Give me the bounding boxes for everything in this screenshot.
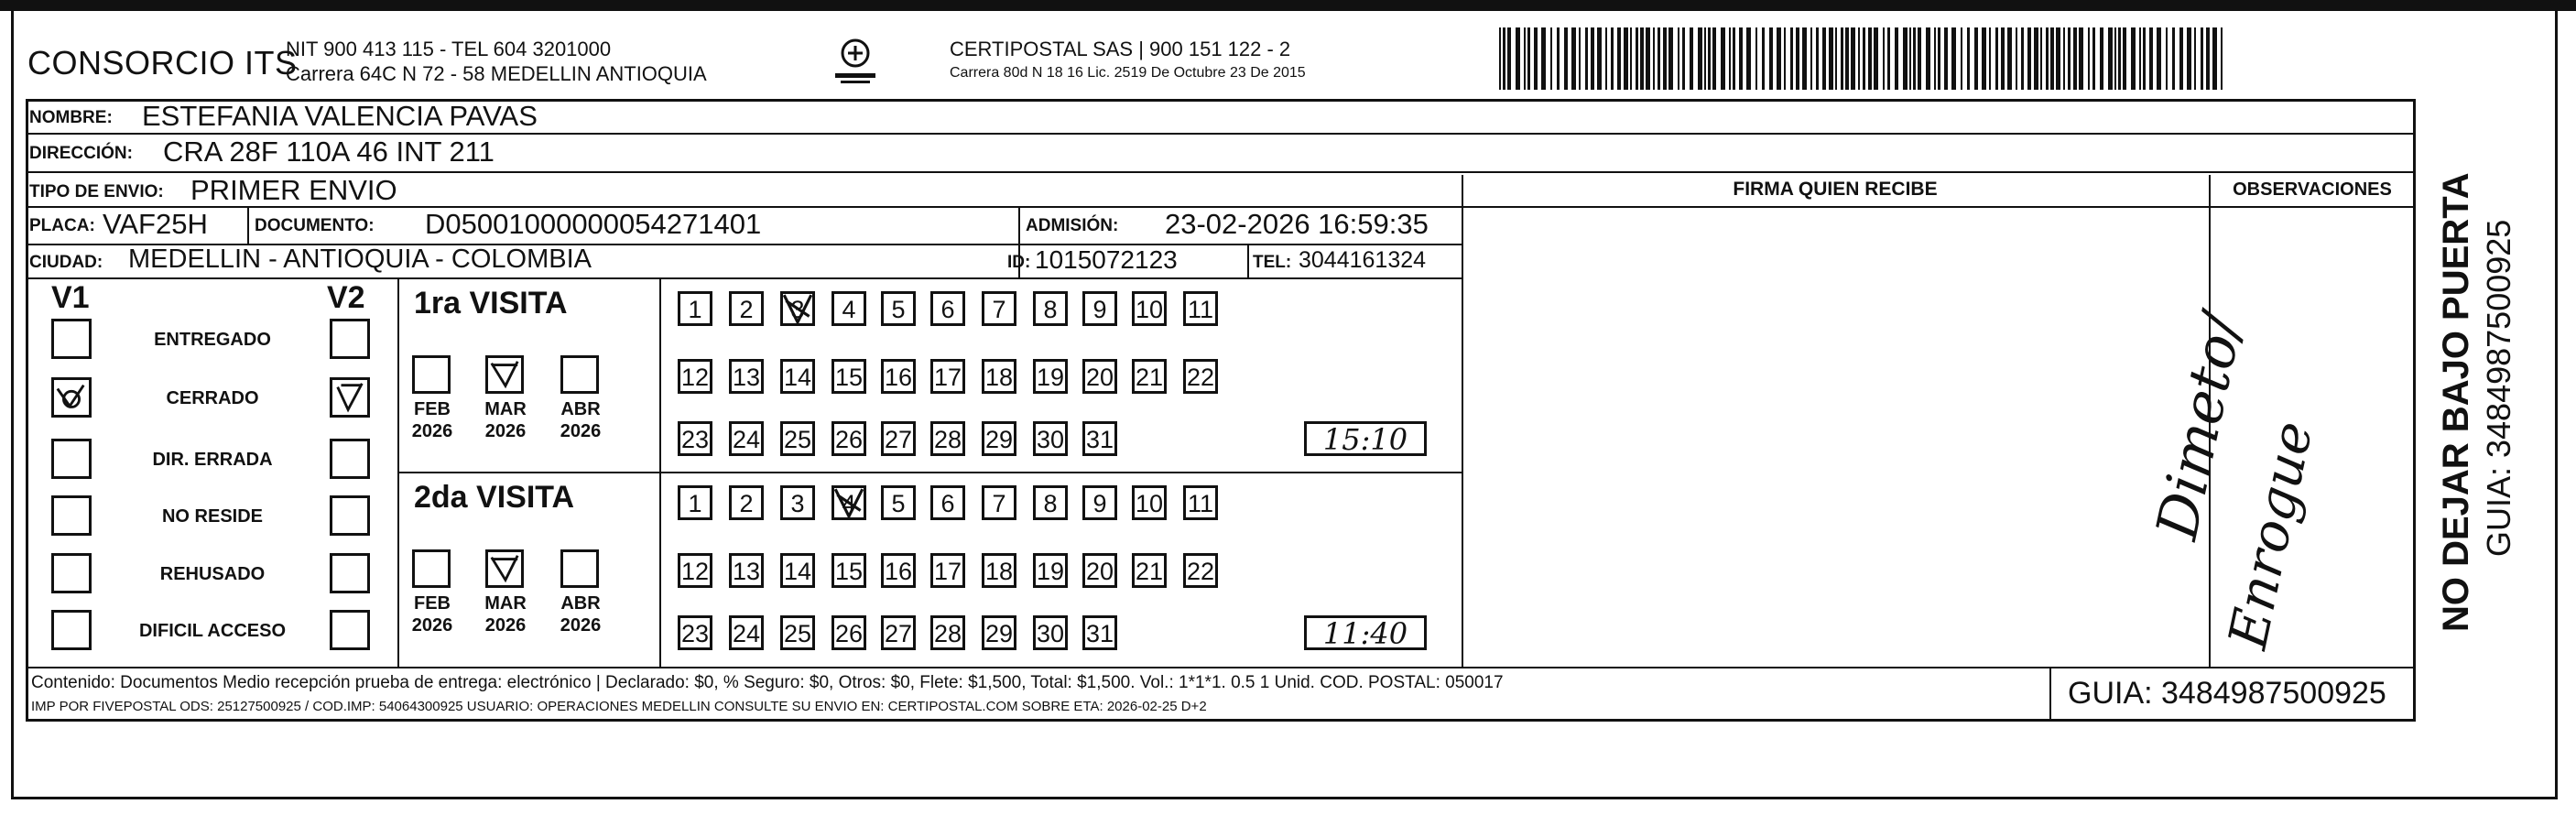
tipo-label: TIPO DE ENVIO: [29, 182, 164, 201]
day-box[interactable]: 9 [1082, 485, 1117, 520]
day-box[interactable]: 17 [930, 553, 965, 588]
barcode [1499, 27, 2232, 90]
right-edge-line [2555, 11, 2558, 799]
day-box[interactable]: 29 [982, 421, 1016, 456]
v2-checkbox[interactable] [330, 553, 370, 593]
day-box[interactable]: 19 [1033, 553, 1068, 588]
status-label: NO RESIDE [161, 506, 264, 527]
side-do-not-leave: NO DEJAR BAJO PUERTA [2436, 172, 2476, 632]
day-box[interactable]: 15 [831, 553, 866, 588]
day-box[interactable]: 7 [982, 485, 1016, 520]
line-v-firma [1462, 175, 1463, 667]
day-box[interactable]: 31 [1082, 421, 1117, 456]
company-line-1: NIT 900 413 115 - TEL 604 3201000 [286, 38, 612, 60]
documento-value: D05001000000054271401 [425, 208, 762, 240]
month-checkbox[interactable] [485, 549, 524, 588]
day-box[interactable]: 6 [930, 485, 965, 520]
visit-time[interactable]: 15:10 [1304, 421, 1427, 456]
tel-label: TEL: [1253, 253, 1292, 272]
day-box[interactable]: 8 [1033, 291, 1068, 326]
day-box[interactable]: 10 [1132, 291, 1167, 326]
day-box[interactable]: 14 [780, 553, 815, 588]
day-box[interactable]: 1 [678, 485, 712, 520]
line-v-tel [1247, 244, 1249, 277]
nombre-value: ESTEFANIA VALENCIA PAVAS [142, 100, 538, 132]
visit-2-title: 2da VISITA [414, 480, 575, 515]
line-v-months [659, 277, 661, 667]
v1-checkbox[interactable] [51, 377, 92, 418]
line-v-status [397, 277, 399, 667]
line-h-515 [397, 472, 1462, 473]
day-box[interactable]: 27 [881, 615, 916, 650]
side-guia: GUIA: 3484987500925 [2480, 219, 2517, 557]
v1-checkbox[interactable] [51, 553, 92, 593]
day-check-mark [831, 485, 866, 520]
month-checkbox[interactable] [412, 355, 451, 394]
day-box[interactable]: 14 [780, 359, 815, 394]
v2-checkbox[interactable] [330, 495, 370, 536]
day-box[interactable]: 4 [831, 291, 866, 326]
tel-value: 3044161324 [1299, 247, 1427, 273]
company-name: CONSORCIO ITS [27, 44, 298, 82]
day-box[interactable]: 5 [881, 291, 916, 326]
documento-label: DOCUMENTO: [255, 216, 375, 235]
day-box[interactable]: 31 [1082, 615, 1117, 650]
v1-checkbox[interactable] [51, 495, 92, 536]
direccion-label: DIRECCIÓN: [29, 144, 133, 163]
line-h-303 [26, 277, 1462, 279]
courier-line-2: Carrera 80d N 18 16 Lic. 2519 De Octubre 23 De 2015 [950, 65, 1306, 81]
day-check-mark [780, 291, 815, 326]
day-box[interactable]: 10 [1132, 485, 1167, 520]
day-box[interactable]: 26 [831, 615, 866, 650]
status-label: DIFICIL ACCESO [138, 621, 286, 641]
day-box[interactable]: 27 [881, 421, 916, 456]
day-box[interactable]: 1 [678, 291, 712, 326]
v1-checkbox[interactable] [51, 319, 92, 359]
day-box[interactable]: 30 [1033, 421, 1068, 456]
day-box[interactable]: 29 [982, 615, 1016, 650]
visit-time[interactable]: 11:40 [1304, 615, 1427, 650]
v1-checkbox[interactable] [51, 610, 92, 650]
day-box[interactable]: 6 [930, 291, 965, 326]
firma-header: FIRMA QUIEN RECIBE [1733, 179, 1938, 200]
month-checkbox[interactable] [485, 355, 524, 394]
admision-label: ADMISIÓN: [1026, 216, 1119, 235]
day-box[interactable]: 28 [930, 615, 965, 650]
day-box[interactable]: 25 [780, 615, 815, 650]
line-h-728 [26, 667, 2416, 668]
day-box[interactable]: 18 [982, 359, 1016, 394]
nombre-row [26, 99, 2413, 133]
nombre-label: NOMBRE: [29, 108, 113, 127]
day-box[interactable]: 11 [1183, 485, 1218, 520]
day-box[interactable]: 25 [780, 421, 815, 456]
day-box[interactable]: 21 [1132, 359, 1167, 394]
day-box[interactable]: 13 [729, 359, 764, 394]
observaciones-note-1: Dimeto/ [2143, 309, 2255, 546]
day-box[interactable]: 22 [1183, 553, 1218, 588]
v1-label: V1 [51, 280, 90, 315]
day-box[interactable]: 18 [982, 553, 1016, 588]
day-box[interactable]: 2 [729, 485, 764, 520]
day-box[interactable]: 23 [678, 615, 712, 650]
footer-guia: GUIA: 3484987500925 [2068, 676, 2386, 711]
day-box[interactable]: 16 [881, 359, 916, 394]
courier-line-1: CERTIPOSTAL SAS | 900 151 122 - 2 [950, 38, 1291, 60]
month-year-label: 2026 [560, 421, 602, 441]
day-box[interactable]: 13 [729, 553, 764, 588]
status-label: DIR. ERRADA [152, 450, 273, 470]
month-checkbox[interactable] [560, 549, 599, 588]
day-box[interactable]: 17 [930, 359, 965, 394]
company-line-2: Carrera 64C N 72 - 58 MEDELLIN ANTIOQUIA [286, 62, 707, 85]
month-year-label: 2026 [484, 615, 527, 636]
v2-checkbox[interactable] [330, 439, 370, 479]
day-box[interactable]: 21 [1132, 553, 1167, 588]
day-box[interactable]: 30 [1033, 615, 1068, 650]
observaciones-header: OBSERVACIONES [2233, 179, 2392, 200]
footer-line-1: Contenido: Documentos Medio recepción prueba de entrega: electrónico | Declarado: $0, % Seguro: $0, Otros: $0, Flete: $1,500, Total: $1,500. Vol.: 1*1*1. 0.5 1 Unid. COD. POSTAL: 050017 [31, 673, 1504, 692]
v2-checkbox[interactable] [330, 610, 370, 650]
line-v-placa [247, 206, 249, 244]
v2-checkbox[interactable] [330, 377, 370, 418]
day-box[interactable]: 12 [678, 359, 712, 394]
day-box[interactable]: 8 [1033, 485, 1068, 520]
id-label: ID: [1007, 253, 1031, 272]
month-year-label: 2026 [484, 421, 527, 441]
day-box[interactable]: 2 [729, 291, 764, 326]
month-year-label: 2026 [411, 421, 453, 441]
day-box[interactable]: 11 [1183, 291, 1218, 326]
day-box[interactable]: 20 [1082, 359, 1117, 394]
day-box[interactable]: 5 [881, 485, 916, 520]
status-label: CERRADO [166, 388, 259, 408]
status-label: ENTREGADO [154, 330, 271, 350]
day-box[interactable]: 9 [1082, 291, 1117, 326]
v1-checkbox[interactable] [51, 439, 92, 479]
line-v-guia [2049, 667, 2051, 722]
day-box[interactable]: 7 [982, 291, 1016, 326]
day-box[interactable]: 24 [729, 421, 764, 456]
month-label: ABR [560, 593, 601, 614]
left-edge-line [11, 11, 14, 799]
month-checkbox[interactable] [412, 549, 451, 588]
day-box[interactable]: 15 [831, 359, 866, 394]
status-label: REHUSADO [159, 564, 266, 584]
ciudad-value: MEDELLIN - ANTIOQUIA - COLOMBIA [128, 244, 592, 274]
month-year-label: 2026 [560, 615, 602, 636]
direccion-value: CRA 28F 110A 46 INT 211 [163, 136, 495, 168]
v2-checkbox[interactable] [330, 319, 370, 359]
placa-value: VAF25H [103, 208, 208, 240]
placa-label: PLACA: [29, 216, 95, 235]
day-box[interactable]: 3 [780, 485, 815, 520]
month-label: FEB [414, 593, 451, 614]
day-box[interactable]: 28 [930, 421, 965, 456]
day-box[interactable]: 12 [678, 553, 712, 588]
day-box[interactable]: 23 [678, 421, 712, 456]
month-checkbox[interactable] [560, 355, 599, 394]
footer-line-2: IMP POR FIVEPOSTAL ODS: 25127500925 / COD.IMP: 54064300925 USUARIO: OPERACIONES MEDELLIN CONSULTE SU ENVIO EN: CERTIPOSTAL.COM SOBRE ETA: 2026-02-25 D+2 [31, 699, 1207, 714]
v2-label: V2 [327, 280, 365, 315]
id-value: 1015072123 [1035, 245, 1178, 274]
certipostal-logo [831, 35, 879, 86]
ciudad-label: CIUDAD: [29, 253, 103, 272]
visit-1-title: 1ra VISITA [414, 286, 568, 321]
day-box[interactable]: 19 [1033, 359, 1068, 394]
day-box[interactable]: 22 [1183, 359, 1218, 394]
month-label: FEB [414, 399, 451, 419]
top-border [0, 0, 2576, 11]
admision-value: 23-02-2026 16:59:35 [1165, 208, 1429, 240]
direccion-row [26, 133, 2413, 168]
bottom-edge [11, 797, 2558, 799]
day-box[interactable]: 3 [780, 291, 815, 326]
day-box[interactable]: 16 [881, 553, 916, 588]
month-label: MAR [484, 593, 527, 614]
month-year-label: 2026 [411, 615, 453, 636]
day-box[interactable]: 24 [729, 615, 764, 650]
month-label: ABR [560, 399, 601, 419]
observaciones-note-2: Enrogue [2216, 416, 2325, 655]
day-box[interactable]: 26 [831, 421, 866, 456]
day-box[interactable]: 20 [1082, 553, 1117, 588]
tipo-value: PRIMER ENVIO [190, 174, 397, 206]
month-label: MAR [484, 399, 527, 419]
day-box[interactable]: 4 [831, 485, 866, 520]
